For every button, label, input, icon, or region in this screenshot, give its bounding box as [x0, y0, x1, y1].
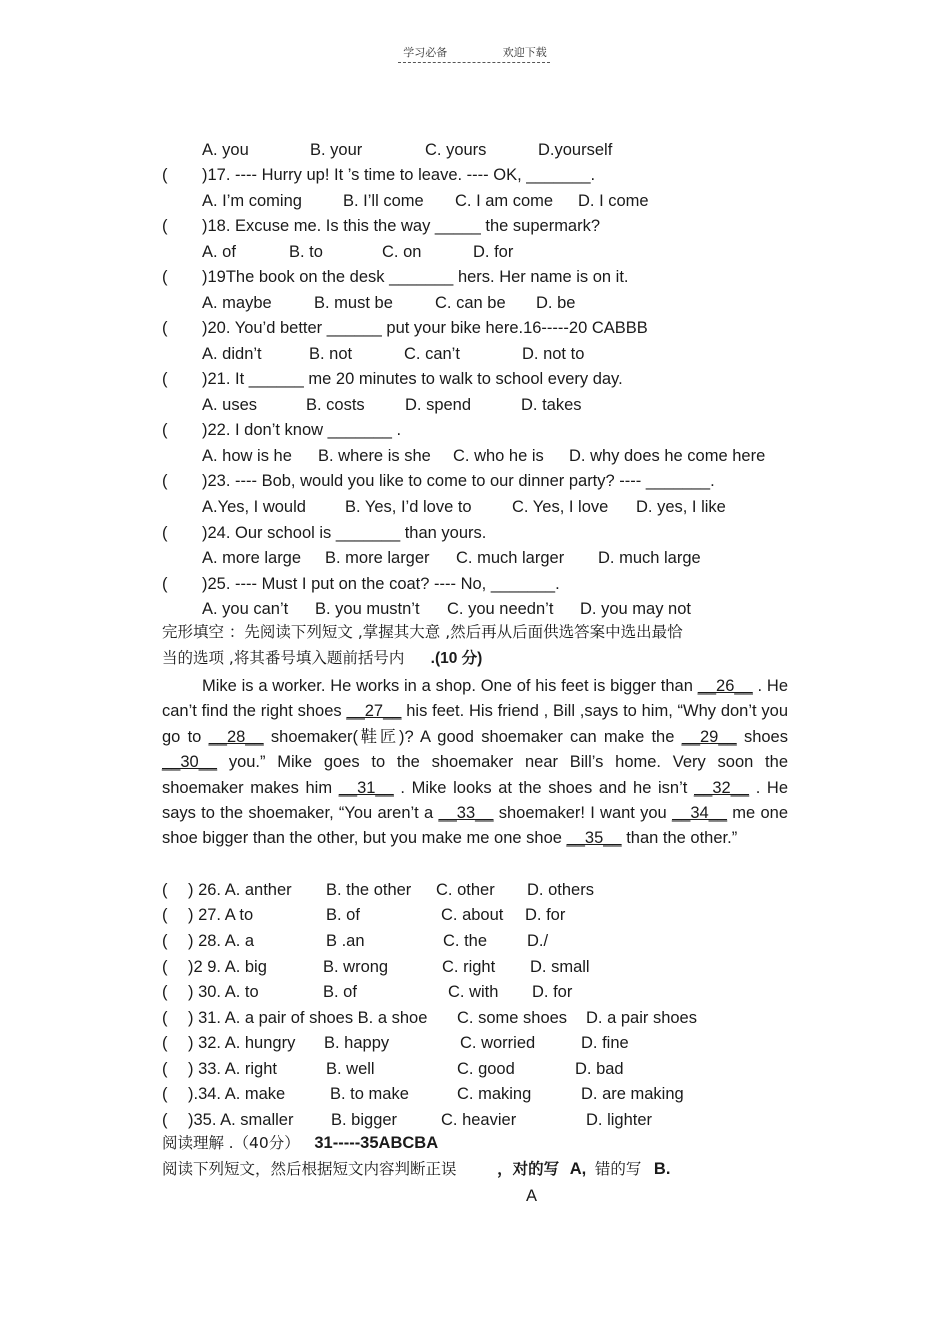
- option-b: B. must be: [314, 294, 393, 312]
- option-a: A.Yes, I would: [202, 498, 306, 516]
- paren: (: [162, 319, 168, 337]
- header-left: 学习必备: [403, 46, 448, 59]
- question-22: )22. I don’t know _______ .: [202, 421, 402, 439]
- option-a: A. I’m coming: [202, 192, 302, 210]
- paren: (: [162, 575, 168, 593]
- cloze-heading-line2: [162, 648, 482, 669]
- option-a: A. more large: [202, 549, 302, 567]
- cloze-passage: Mike is a worker. He works in a shop. One of his feet is bigger than __26__ . He can’t find the right shoes __27__ his feet. His friend , Bill ,says to him, “Why don’t you go to __28__ shoemaker(鞋匠)? A good shoemaker can make the __29__ shoes __30__ you.” Mike goes to the shoemaker near Bill’s home. Very soon the shoemaker makes him __31__ . Mike looks at the shoes and he isn’t __32__ . He says to the shoemaker, “You aren’t a __33__ shoemaker! I want you __34__ me one shoe bigger than the other, but you make me one shoe __35__ than the other.”: [162, 677, 789, 848]
- option-d: D. be: [536, 294, 576, 312]
- mark-a: A,: [569, 1160, 587, 1178]
- question-23: )23. ---- Bob, would you like to come to our dinner party? ---- _______.: [202, 472, 715, 490]
- cloze-points: .(10 分): [430, 650, 483, 667]
- question-17: )17. ---- Hurry up! It ’s time to leave. ---- OK, _______.: [202, 166, 596, 184]
- blank-32: __32__: [694, 778, 750, 797]
- paren: (: [162, 472, 168, 490]
- question-20: )20. You’d better ______ put your bike here.16-----20 CABBB: [202, 319, 648, 337]
- option-a: A. of: [202, 243, 236, 261]
- blank-28: __28__: [208, 727, 264, 746]
- paren: (: [162, 421, 168, 439]
- option-b: B. your: [310, 141, 363, 159]
- option-b: B. more larger: [325, 549, 430, 567]
- option-d: D. takes: [521, 396, 582, 414]
- option-d: D. much large: [598, 549, 701, 567]
- option-a: A. maybe: [202, 294, 272, 312]
- section-label-a: A: [526, 1187, 538, 1205]
- question-21: )21. It ______ me 20 minutes to walk to school every day.: [202, 370, 623, 388]
- question-18: )18. Excuse me. Is this the way _____ the supermark?: [202, 217, 601, 235]
- reading-title: 阅读理解: [162, 1134, 225, 1152]
- cloze-heading-line1: 完形填空 ：先阅读下列短文 ,掌握其大意 ,然后再从后面供选答案中选出最恰: [162, 623, 683, 641]
- option-b: B. where is she: [318, 447, 431, 465]
- blank-33: __33__: [438, 804, 494, 823]
- header-right: 欢迎下载: [502, 46, 547, 59]
- option-d: D. for: [473, 243, 514, 261]
- option-b: B. I’ll come: [343, 192, 424, 210]
- paren: (: [162, 217, 168, 235]
- instruction-tail-1: ，对的写: [497, 1160, 560, 1178]
- option-c: C. yours: [425, 141, 487, 159]
- blank-34: __34__: [671, 804, 728, 823]
- option-c: C. who he is: [453, 447, 544, 465]
- option-c: C. can’t: [404, 345, 460, 363]
- option-c: C. I am come: [455, 192, 554, 210]
- question-25: )25. ---- Must I put on the coat? ---- No, _______.: [202, 575, 560, 593]
- option-b: B. costs: [306, 396, 365, 414]
- option-c: C. much larger: [456, 549, 565, 567]
- paren: (: [162, 370, 168, 388]
- option-b: B. to: [289, 243, 323, 261]
- option-b: B. not: [309, 345, 353, 363]
- instruction-tail-2: 错的写: [594, 1160, 642, 1178]
- option-d: D. you may not: [580, 600, 691, 618]
- option-a: A. you: [202, 141, 249, 159]
- option-a: A. how is he: [202, 447, 292, 465]
- option-c: C. can be: [435, 294, 506, 312]
- reading-points: .（40分）: [228, 1134, 300, 1152]
- page-header: [0, 44, 950, 60]
- option-a: A. uses: [202, 396, 258, 414]
- header-rule: [398, 62, 550, 63]
- option-d: D. I come: [578, 192, 649, 210]
- question-24: )24. Our school is _______ than yours.: [202, 524, 487, 542]
- reading-instruction: [162, 1159, 670, 1179]
- cloze-heading-text: 当的选项 ,将其番号填入题前括号内: [162, 649, 405, 667]
- reading-heading: [162, 1133, 438, 1153]
- option-b: B. you mustn’t: [315, 600, 420, 618]
- option-d: D. why does he come here: [569, 447, 766, 465]
- paren: (: [162, 166, 168, 184]
- paren: (: [162, 268, 168, 286]
- option-c: D. spend: [405, 396, 472, 414]
- instruction-text: 阅读下列短文，然后根据短文内容判断正误: [162, 1160, 457, 1178]
- option-d: D. not to: [522, 345, 585, 363]
- reading-answers: 31-----35ABCBA: [314, 1134, 439, 1152]
- blank-35: __35__: [566, 829, 622, 848]
- option-a: A. you can’t: [202, 600, 289, 618]
- option-a: A. didn’t: [202, 345, 262, 363]
- blank-27: __27__: [346, 702, 402, 721]
- option-d: D. yes, I like: [636, 498, 726, 516]
- option-b: B. Yes, I’d love to: [345, 498, 472, 516]
- option-c: C. you needn’t: [447, 600, 554, 618]
- mark-b: B.: [653, 1160, 671, 1178]
- paren: (: [162, 524, 168, 542]
- option-d: D.yourself: [538, 141, 613, 159]
- blank-31: __31__: [338, 778, 394, 797]
- blank-30: __30__: [162, 753, 218, 772]
- option-c: C. on: [382, 243, 422, 261]
- blank-29: __29__: [681, 727, 737, 746]
- option-c: C. Yes, I love: [512, 498, 609, 516]
- blank-26: __26__: [697, 677, 753, 695]
- question-19: )19The book on the desk _______ hers. Her name is on it.: [202, 268, 629, 286]
